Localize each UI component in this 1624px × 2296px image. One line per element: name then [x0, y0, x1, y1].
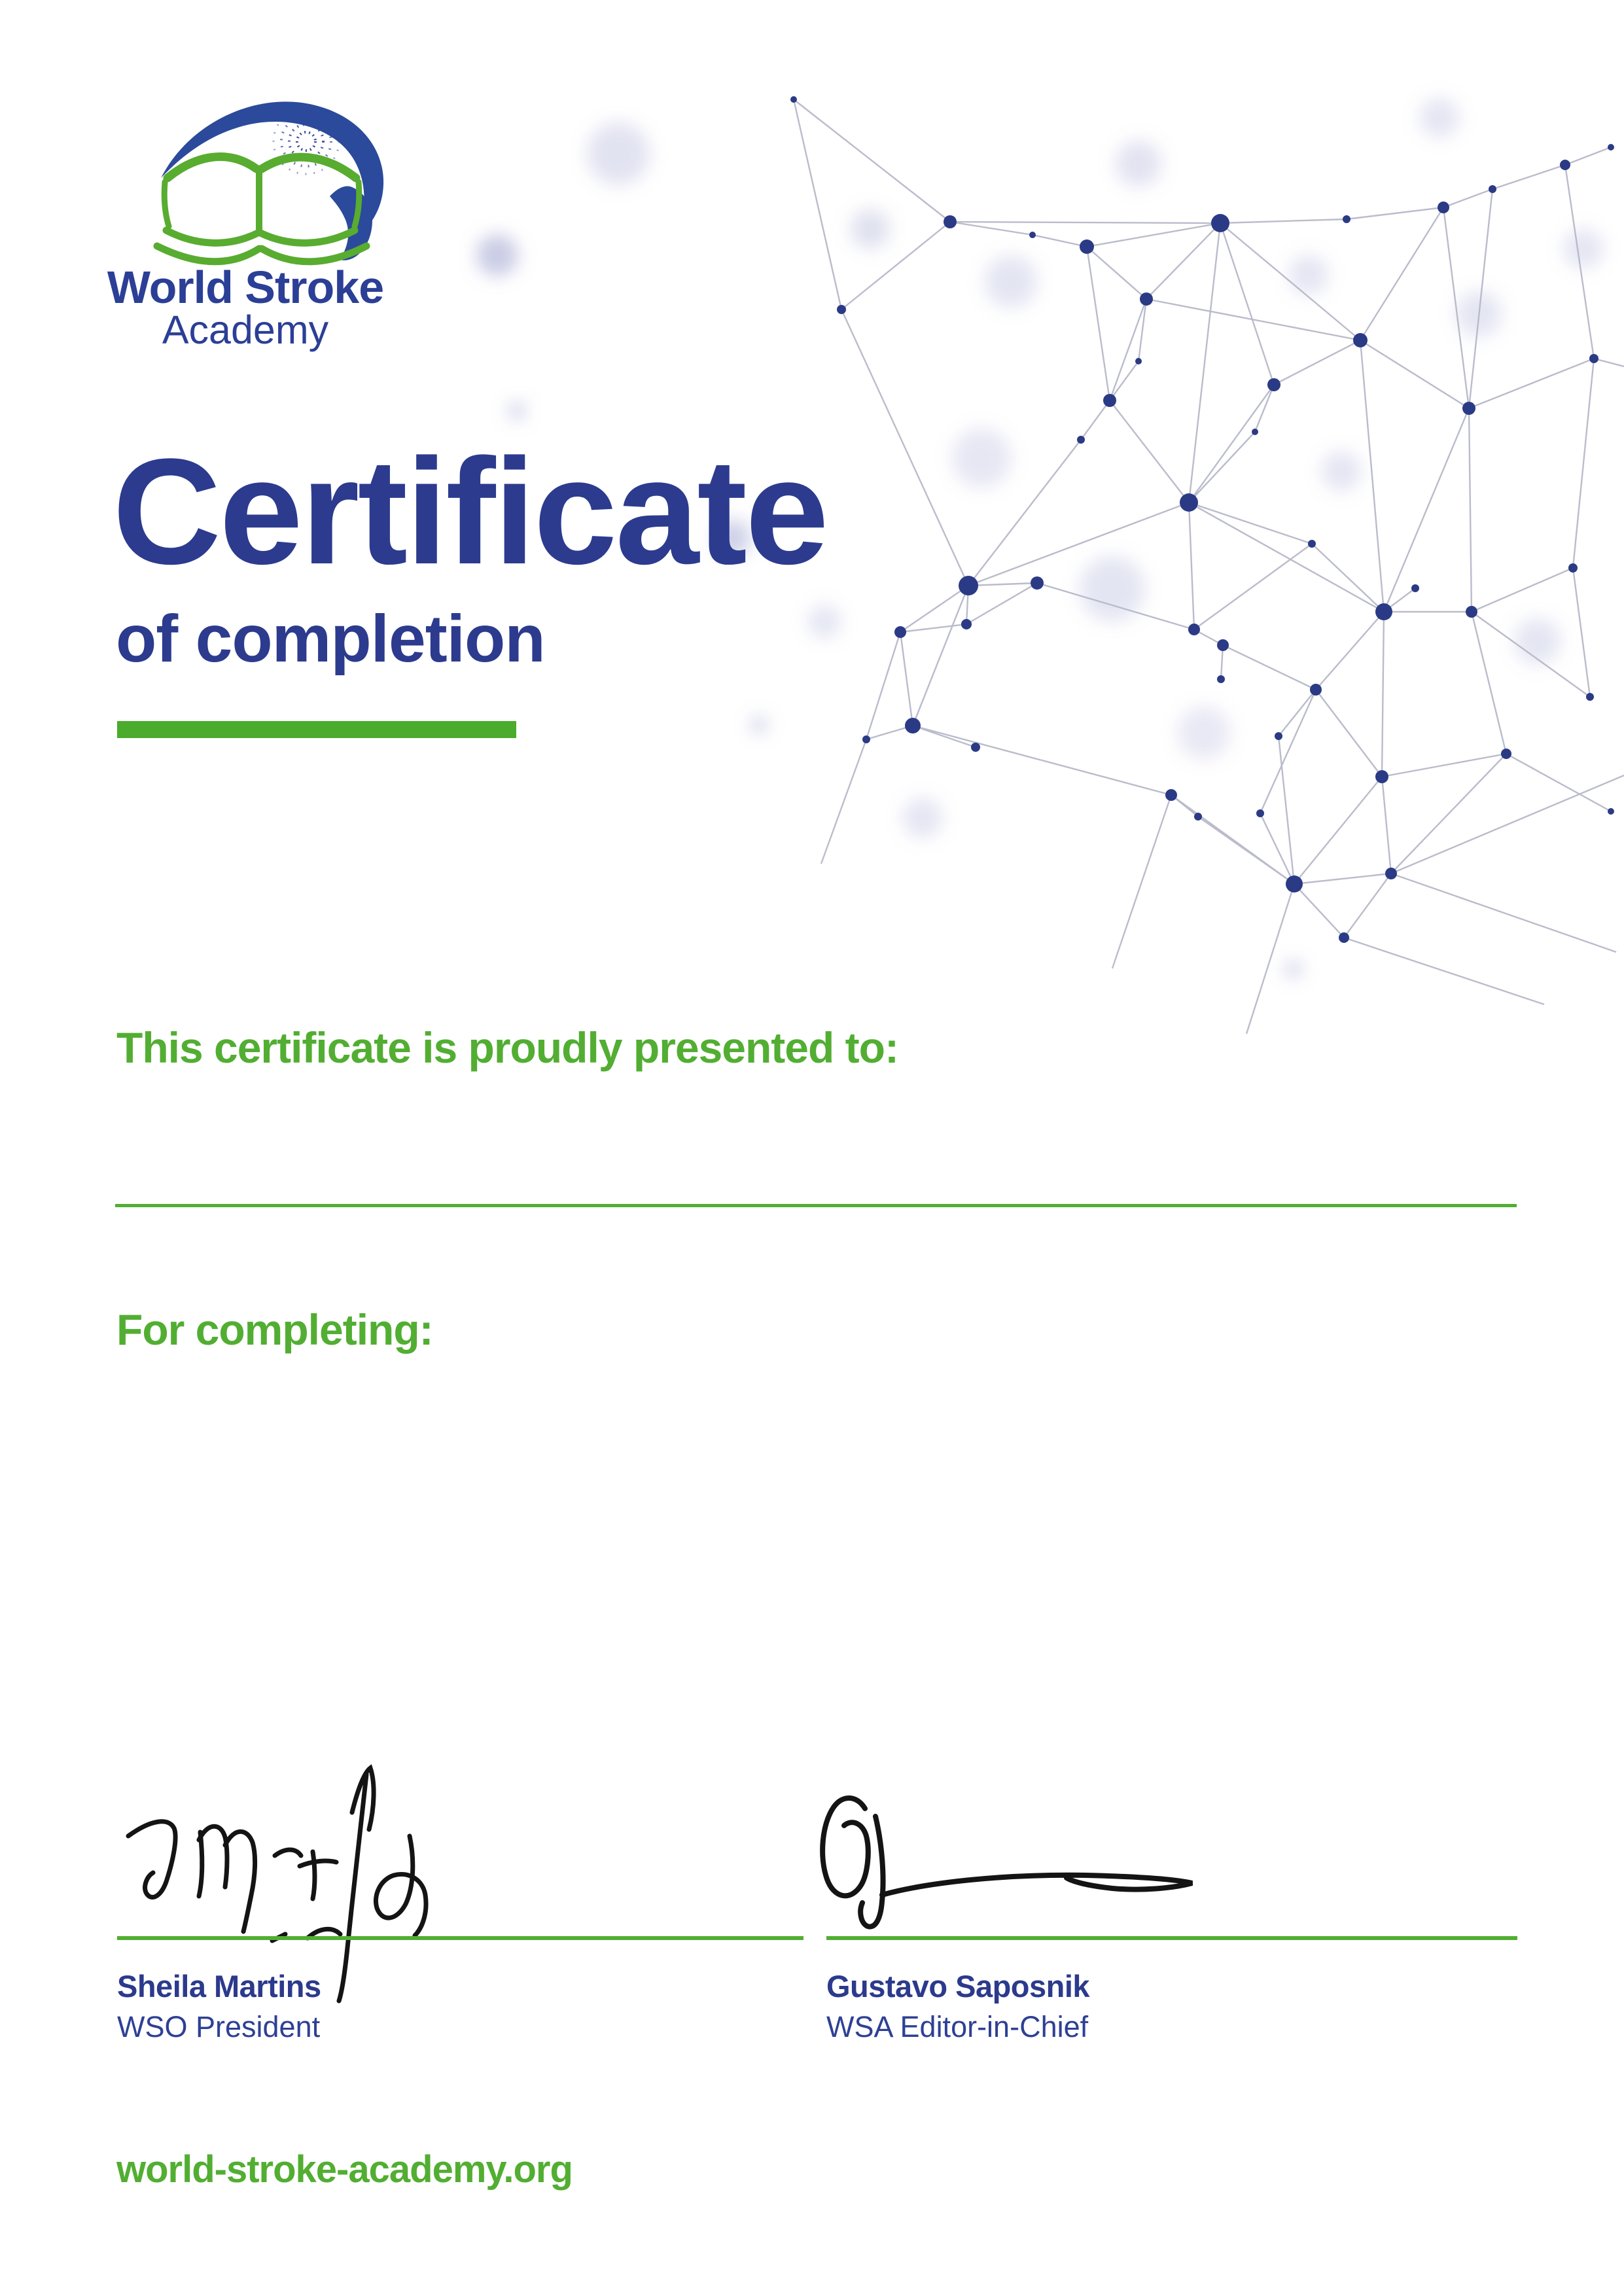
signatory-name-left: Sheila Martins	[117, 1969, 321, 2004]
presented-to-heading: This certificate is proudly presented to:	[116, 1023, 898, 1072]
signature-gustavo-saposnik-icon	[815, 1767, 1246, 1950]
signatory-name-right: Gustavo Saposnik	[826, 1969, 1090, 2004]
logo-org-subname: Academy	[162, 308, 329, 352]
certificate-subtitle: of completion	[116, 601, 545, 676]
logo-org-name: World Stroke	[107, 262, 384, 313]
title-accent-bar	[117, 721, 516, 738]
recipient-name-line	[115, 1204, 1517, 1207]
signatory-title-left: WSO President	[117, 2010, 321, 2043]
signature-line-left	[117, 1936, 803, 1940]
world-stroke-academy-logo-icon	[137, 98, 399, 275]
open-book-shape	[157, 157, 366, 262]
for-completing-heading: For completing:	[116, 1305, 433, 1354]
website-link[interactable]: world-stroke-academy.org	[116, 2148, 573, 2191]
certificate-title: Certificate	[113, 427, 827, 595]
signature-line-right	[826, 1936, 1517, 1940]
signatory-title-right: WSA Editor-in-Chief	[826, 2010, 1089, 2043]
